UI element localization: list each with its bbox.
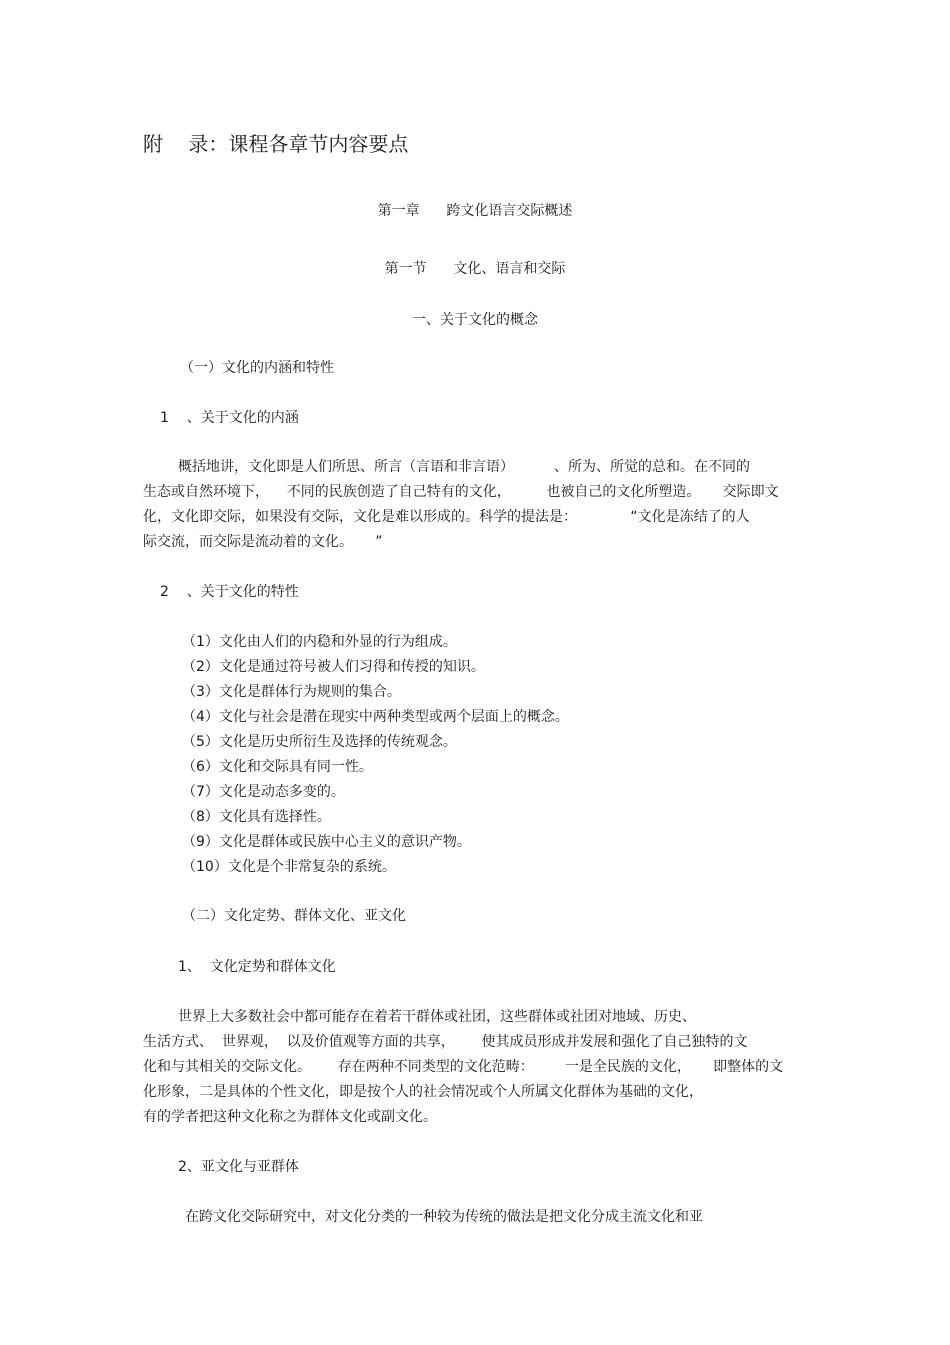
item3-heading: 1、 文化定势和群体文化 [178,959,336,975]
list-item: （5）文化是历史所衍生及选择的传统观念。 [182,734,457,750]
paragraph-line: 在跨文化交际研究中，对文化分类的一种较为传统的做法是把文化分成主流文化和亚 [185,1209,703,1225]
paragraph-line: 化和与其相关的交际文化。 存在两种不同类型的文化范畴： 一是全民族的文化， 即整体的文 [143,1059,784,1075]
paragraph-line: 有的学者把这种文化称之为群体文化或副文化。 [143,1109,437,1125]
paragraph-line: 际交流，而交际是流动着的文化。 ” [143,534,383,550]
list-item: （4）文化与社会是潜在现实中两种类型或两个层面上的概念。 [182,709,569,725]
list-item: （8）文化具有选择性。 [182,809,331,825]
paragraph-line: 概括地讲，文化即是人们所思、所言（言语和非言语） 、所为、所觉的总和。在不同的 [178,459,751,475]
item4-heading: 2、亚文化与亚群体 [178,1159,299,1175]
paragraph-line: 生活方式、 世界观， 以及价值观等方面的共享， 使其成员形成并发展和强化了自己独特的文 [143,1034,748,1050]
section-title: 第一节 文化、语言和交际 [384,261,566,277]
part1-title: （一）文化的内涵和特性 [180,360,334,376]
list-item: （7）文化是动态多变的。 [182,784,345,800]
item1-heading: 1 、关于文化的内涵 [160,410,299,426]
chapter-title: 第一章 跨文化语言交际概述 [377,203,573,219]
item2-heading: 2 、关于文化的特性 [160,584,299,600]
list-item: （9）文化是群体或民族中心主义的意识产物。 [182,834,471,850]
list-item: （3）文化是群体行为规则的集合。 [182,684,401,700]
paragraph-line: 化形象，二是具体的个性文化，即是按个人的社会情况或个人所属文化群体为基础的文化， [143,1084,703,1100]
list-item: （1）文化由人们的内稳和外显的行为组成。 [182,634,457,650]
paragraph-line: 化，文化即交际，如果没有交际，文化是难以形成的。科学的提法是： “文化是冻结了的人 [143,509,750,525]
part2-title: （二）文化定势、群体文化、亚文化 [182,908,406,924]
list-item: （2）文化是通过符号被人们习得和传授的知识。 [182,659,485,675]
list-item: （6）文化和交际具有同一性。 [182,759,373,775]
paragraph-line: 生态或自然环境下， 不同的民族创造了自己特有的文化， 也被自己的文化所塑造。 交际即文 [143,484,779,500]
subsection-title: 一、关于文化的概念 [412,312,538,328]
paragraph-line: 世界上大多数社会中都可能存在着若干群体或社团，这些群体或社团对地域、历史、 [178,1009,696,1025]
list-item: （10）文化是个非常复杂的系统。 [182,859,396,875]
appendix-title: 附 录：课程各章节内容要点 [143,132,409,156]
